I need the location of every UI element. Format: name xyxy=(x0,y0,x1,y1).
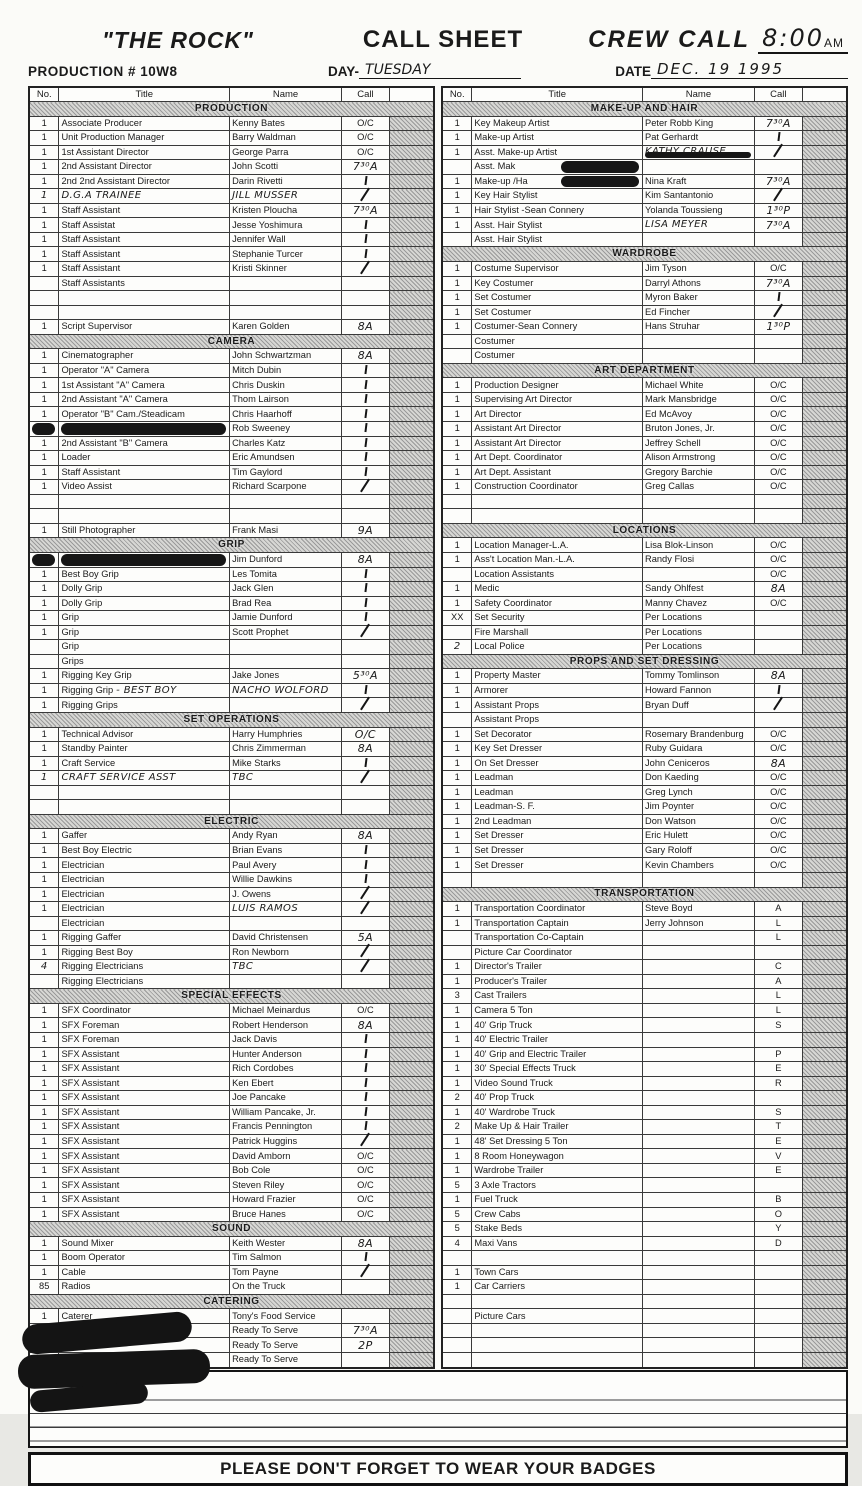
crew-row: 1 Location Manager-L.A. Lisa Blok-Linson O/C xyxy=(442,538,847,553)
crew-row xyxy=(29,291,434,306)
crew-row xyxy=(29,305,434,320)
ditto-mark xyxy=(364,365,367,374)
crew-row: 1 8 Room Honeywagon V xyxy=(442,1149,847,1164)
check-slash-mark xyxy=(360,479,370,493)
crew-row: 1 1st Assistant "A" Camera Chris Duskin xyxy=(29,378,434,393)
crew-row: 1 Dolly Grip Jack Glen xyxy=(29,582,434,597)
section-header-set-operations: SET OPERATIONS xyxy=(29,712,434,727)
section-header-production: PRODUCTION xyxy=(29,102,434,117)
column-header: No. xyxy=(442,87,472,102)
crew-row: Ready To Serve xyxy=(29,1353,434,1368)
crew-row: Rob Sweeney xyxy=(29,422,434,437)
column-header-row xyxy=(29,87,434,102)
crew-row: 85 Radios On the Truck xyxy=(29,1280,434,1295)
crew-row: 1 Electrician LUIS RAMOS xyxy=(29,902,434,917)
crew-row: Location Assistants O/C xyxy=(442,567,847,582)
crew-row xyxy=(29,785,434,800)
ditto-mark xyxy=(364,219,367,228)
redaction-mark xyxy=(61,554,226,566)
crew-row: 1 Costume Supervisor Jim Tyson O/C xyxy=(442,262,847,277)
check-slash-mark xyxy=(360,1133,370,1147)
ditto-mark xyxy=(364,249,367,258)
crew-row: 1 Dolly Grip Brad Rea xyxy=(29,596,434,611)
crew-row: 4 Maxi Vans D xyxy=(442,1236,847,1251)
crew-row: Ready To Serve 2P xyxy=(29,1338,434,1353)
crew-row: 1 Safety Coordinator Manny Chavez O/C xyxy=(442,596,847,611)
crew-row: 1 Staff Assistant Tim Gaylord xyxy=(29,465,434,480)
crew-tables xyxy=(28,86,848,1369)
badge-notice-bar xyxy=(28,1452,848,1486)
column-header-row xyxy=(442,87,847,102)
ditto-mark xyxy=(364,438,367,447)
check-slash-mark xyxy=(773,697,783,711)
section-header-camera: CAMERA xyxy=(29,334,434,349)
crew-row: 2 Local Police Per Locations xyxy=(442,640,847,655)
crew-row: 1 Boom Operator Tim Salmon xyxy=(29,1251,434,1266)
crew-row: 1 Production Designer Michael White O/C xyxy=(442,378,847,393)
crew-row: 1 SFX Assistant Ken Ebert xyxy=(29,1076,434,1091)
crew-row: 1 Staff Assistant Jennifer Wall xyxy=(29,232,434,247)
ditto-mark xyxy=(364,467,367,476)
crew-row: 1 Script Supervisor Karen Golden 8A xyxy=(29,320,434,335)
crew-row: 1 Electrician Paul Avery xyxy=(29,858,434,873)
crew-row: 1 Fuel Truck B xyxy=(442,1193,847,1208)
column-header: Call xyxy=(341,87,389,102)
crew-row: 1 Car Carriers xyxy=(442,1280,847,1295)
ditto-mark xyxy=(364,845,367,854)
ditto-mark xyxy=(364,234,367,243)
date-label: DATE xyxy=(615,64,651,79)
crew-row: 1 2nd Assistant "A" Camera Thom Lairson xyxy=(29,392,434,407)
crew-row: 1 Wardrobe Trailer E xyxy=(442,1163,847,1178)
ditto-mark xyxy=(364,1107,367,1116)
crew-row: 1 Leadman Don Kaeding O/C xyxy=(442,771,847,786)
crew-call-ampm: AM xyxy=(824,36,844,50)
crew-row: 1 Key Hair Stylist Kim Santantonio xyxy=(442,189,847,204)
ditto-mark xyxy=(364,1034,367,1043)
crew-row: 1 Leadman-S. F. Jim Poynter O/C xyxy=(442,800,847,815)
crew-row: 1 Art Dept. Assistant Gregory Barchie O/C xyxy=(442,465,847,480)
header-row-2 xyxy=(28,55,848,79)
crew-row: 1 Video Assist Richard Scarpone xyxy=(29,480,434,495)
crew-row: 1 SFX Assistant William Pancake, Jr. xyxy=(29,1105,434,1120)
crew-row: 1 Unit Production Manager Barry Waldman O/C xyxy=(29,131,434,146)
crew-row: Electrician xyxy=(29,916,434,931)
crew-row: 1 40' Electric Trailer xyxy=(442,1033,847,1048)
ditto-mark xyxy=(364,1092,367,1101)
check-slash-mark xyxy=(773,304,783,318)
crew-row: Rigging Electricians xyxy=(29,974,434,989)
crew-row xyxy=(29,494,434,509)
crew-row: 1 Town Cars xyxy=(442,1265,847,1280)
crew-row: 1 Rigging Key Grip Jake Jones 5³⁰A xyxy=(29,669,434,684)
check-slash-mark xyxy=(360,769,370,783)
ditto-mark xyxy=(364,612,367,621)
crew-row: Jim Dunford 8A xyxy=(29,552,434,567)
crew-row: 1 40' Grip Truck S xyxy=(442,1018,847,1033)
ditto-mark xyxy=(777,685,780,694)
crew-row: 1 CRAFT SERVICE ASST TBC xyxy=(29,771,434,786)
date-group xyxy=(578,60,848,79)
crew-row: 1 Rigging Grip - BEST BOY NACHO WOLFORD xyxy=(29,683,434,698)
crew-row: 1 Assistant Art Director Jeffrey Schell O/C xyxy=(442,436,847,451)
crew-row: 1 Operator "B" Cam./Steadicam Chris Haarhoff xyxy=(29,407,434,422)
crew-row: 1 2nd 2nd Assistant Director Darin Rivetti xyxy=(29,174,434,189)
crew-row: 1 Staff Assistat Jesse Yoshimura xyxy=(29,218,434,233)
crew-row: 1 Construction Coordinator Greg Callas O/C xyxy=(442,480,847,495)
crew-row: 1 Best Boy Electric Brian Evans xyxy=(29,843,434,858)
header-row-1 xyxy=(28,20,848,54)
check-slash-mark xyxy=(773,188,783,202)
crew-row: 1 Set Dresser Kevin Chambers O/C xyxy=(442,858,847,873)
check-slash-mark xyxy=(360,959,370,973)
crew-row: 1 Costumer-Sean Connery Hans Struhar 1³⁰P xyxy=(442,320,847,335)
crew-row: 1 Assistant Art Director Bruton Jones, Jr. O/C xyxy=(442,422,847,437)
ditto-mark xyxy=(364,569,367,578)
section-header-locations: LOCATIONS xyxy=(442,523,847,538)
crew-row: 1 Key Set Dresser Ruby Guidara O/C xyxy=(442,742,847,757)
crew-row: 1 SFX Assistant Rich Cordobes xyxy=(29,1062,434,1077)
ditto-mark xyxy=(364,598,367,607)
show-title: "THE ROCK" xyxy=(102,27,254,53)
crew-call-time xyxy=(758,24,848,54)
crew-row: Asst. Hair Stylist xyxy=(442,232,847,247)
section-header-transportation: TRANSPORTATION xyxy=(442,887,847,902)
crew-row: 1 2nd Leadman Don Watson O/C xyxy=(442,814,847,829)
column-header: Call xyxy=(754,87,802,102)
crew-row: 1 SFX Foreman Robert Henderson 8A xyxy=(29,1018,434,1033)
column-header: Name xyxy=(230,87,342,102)
ditto-mark xyxy=(364,176,367,185)
crew-call-time-value: 8:00 xyxy=(762,24,824,52)
crew-row xyxy=(442,1353,847,1368)
crew-row: 1 Technical Advisor Harry Humphries O/C xyxy=(29,727,434,742)
section-header-wardrobe: WARDROBE xyxy=(442,247,847,262)
column-header: Name xyxy=(643,87,755,102)
crew-row: Transportation Co-Captain L xyxy=(442,931,847,946)
crew-row: 1 Director's Trailer C xyxy=(442,960,847,975)
column-header: Title xyxy=(59,87,230,102)
crew-row: 1 Supervising Art Director Mark Mansbridge O/C xyxy=(442,392,847,407)
crew-row: 1 On Set Dresser John Ceniceros 8A xyxy=(442,756,847,771)
section-header-props-and-set-dressing: PROPS AND SET DRESSING xyxy=(442,654,847,669)
crew-row: 1 SFX Assistant Joe Pancake xyxy=(29,1091,434,1106)
crew-row: 1 Art Director Ed McAvoy O/C xyxy=(442,407,847,422)
crew-row: 1 Cable Tom Payne xyxy=(29,1265,434,1280)
crew-row: 1 Set Costumer Myron Baker xyxy=(442,291,847,306)
crew-table-left xyxy=(28,86,435,1369)
crew-row: 1 Gaffer Andy Ryan 8A xyxy=(29,829,434,844)
date-value: DEC. 19 1995 xyxy=(651,60,848,79)
crew-row: 1 Transportation Captain Jerry Johnson L xyxy=(442,916,847,931)
crew-row: 1 Set Dresser Gary Roloff O/C xyxy=(442,843,847,858)
crew-row: 1 Hair Stylist -Sean Connery Yolanda Toussieng 1³⁰P xyxy=(442,203,847,218)
ditto-mark xyxy=(364,1121,367,1130)
ditto-mark xyxy=(364,583,367,592)
crew-row: Grip xyxy=(29,640,434,655)
crew-row: 1 Associate Producer Kenny Bates O/C xyxy=(29,116,434,131)
crew-row: 1 Asst. Make-up Artist KATHY CRAUSE xyxy=(442,145,847,160)
crew-row: 1 48' Set Dressing 5 Ton E xyxy=(442,1134,847,1149)
crew-row: Asst. Mak xyxy=(442,160,847,175)
crew-row: 1 Best Boy Grip Les Tomita xyxy=(29,567,434,582)
column-header: Title xyxy=(472,87,643,102)
crew-row: 1 Ass't Location Man.-L.A. Randy Flosi O/C xyxy=(442,552,847,567)
ditto-mark xyxy=(777,292,780,301)
crew-row: 1 Caterer Tony's Food Service xyxy=(29,1309,434,1324)
comments-ruled-lines xyxy=(30,1387,846,1445)
ditto-mark xyxy=(364,1049,367,1058)
ditto-mark xyxy=(364,1078,367,1087)
check-slash-mark xyxy=(360,697,370,711)
crew-row: 1 Grip Jamie Dunford xyxy=(29,611,434,626)
ditto-mark xyxy=(364,423,367,432)
crew-row: 1 Art Dept. Coordinator Alison Armstrong O/C xyxy=(442,451,847,466)
crew-row: 1 Staff Assistant Kristi Skinner xyxy=(29,262,434,277)
day-group xyxy=(328,62,578,79)
crew-row: 1 Operator "A" Camera Mitch Dubin xyxy=(29,363,434,378)
crew-row xyxy=(29,509,434,524)
day-value: TUESDAY xyxy=(359,62,521,79)
crew-row: 5 3 Axle Tractors xyxy=(442,1178,847,1193)
crew-row: 1 1st Assistant Director George Parra O/C xyxy=(29,145,434,160)
ditto-mark xyxy=(364,685,367,694)
crew-row: 1 SFX Assistant Bob Cole O/C xyxy=(29,1163,434,1178)
ditto-mark xyxy=(364,1252,367,1261)
crew-row: 1 D.G.A TRAINEE JILL MUSSER xyxy=(29,189,434,204)
crew-row: 1 Camera 5 Ton L xyxy=(442,1003,847,1018)
crew-row: 1 SFX Assistant Patrick Huggins xyxy=(29,1134,434,1149)
crew-row xyxy=(442,1323,847,1338)
ditto-mark xyxy=(364,758,367,767)
crew-row: 1 SFX Assistant Steven Riley O/C xyxy=(29,1178,434,1193)
crew-row: 1 Craft Service Mike Starks xyxy=(29,756,434,771)
crew-row: 2 40' Prop Truck xyxy=(442,1091,847,1106)
section-header-special-effects: SPECIAL EFFECTS xyxy=(29,989,434,1004)
crew-row: 1 SFX Coordinator Michael Meinardus O/C xyxy=(29,1003,434,1018)
crew-row: 1 Staff Assistant Kristen Ploucha 7³⁰A xyxy=(29,203,434,218)
call-sheet-content xyxy=(28,20,848,1486)
column-header: No. xyxy=(29,87,59,102)
crew-row: 1 Key Makeup Artist Peter Robb King 7³⁰A xyxy=(442,116,847,131)
production-number: PRODUCTION # 10W8 xyxy=(28,64,178,79)
crew-row: 1 Rigging Best Boy Ron Newborn xyxy=(29,945,434,960)
crew-call-group xyxy=(558,24,848,54)
ditto-mark xyxy=(364,860,367,869)
crew-row: 2 Make Up & Hair Trailer T xyxy=(442,1120,847,1135)
day-label: DAY- xyxy=(328,64,360,79)
check-slash-mark xyxy=(360,886,370,900)
section-header-art-department: ART DEPARTMENT xyxy=(442,363,847,378)
crew-row: 1 Set Decorator Rosemary Brandenburg O/C xyxy=(442,727,847,742)
ditto-mark xyxy=(364,452,367,461)
crew-row: 1 Grip Scott Prophet xyxy=(29,625,434,640)
check-slash-mark xyxy=(360,1264,370,1278)
section-header-make-up-and-hair: MAKE-UP AND HAIR xyxy=(442,102,847,117)
section-header-grip: GRIP xyxy=(29,538,434,553)
crew-row: 1 Set Costumer Ed Fincher xyxy=(442,305,847,320)
crew-row: 1 SFX Assistant Hunter Anderson xyxy=(29,1047,434,1062)
crew-row: 3 Cast Trailers L xyxy=(442,989,847,1004)
ditto-mark xyxy=(364,1063,367,1072)
crew-row: Staff Assistants xyxy=(29,276,434,291)
crew-row: 1 Medic Sandy Ohlfest 8A xyxy=(442,582,847,597)
crew-row: 1 SFX Assistant David Amborn O/C xyxy=(29,1149,434,1164)
crew-row xyxy=(442,1251,847,1266)
crew-row: 1 2nd Assistant "B" Camera Charles Katz xyxy=(29,436,434,451)
crew-row: Costumer xyxy=(442,349,847,364)
crew-row: 1 Producer's Trailer A xyxy=(442,974,847,989)
crew-row xyxy=(442,1294,847,1309)
check-slash-mark xyxy=(360,624,370,638)
crew-row: 1 Set Dresser Eric Hulett O/C xyxy=(442,829,847,844)
crew-call-label: CREW CALL xyxy=(588,26,751,53)
crew-row: 1 Leadman Greg Lynch O/C xyxy=(442,785,847,800)
crew-row xyxy=(29,800,434,815)
redaction-mark xyxy=(61,423,226,435)
crew-row: 1 Assistant Props Bryan Duff xyxy=(442,698,847,713)
crew-row: 1 Video Sound Truck R xyxy=(442,1076,847,1091)
ditto-mark xyxy=(364,394,367,403)
crew-row: 1 Make-up Artist Pat Gerhardt xyxy=(442,131,847,146)
crew-row: 5 Crew Cabs O xyxy=(442,1207,847,1222)
crew-row: Picture Car Coordinator xyxy=(442,945,847,960)
crew-row: 1 Rigging Grips xyxy=(29,698,434,713)
check-slash-mark xyxy=(773,144,783,158)
check-slash-mark xyxy=(360,188,370,202)
crew-row: 1 Loader Eric Amundsen xyxy=(29,451,434,466)
crew-row: Assistant Props xyxy=(442,712,847,727)
crew-row: Fire Marshall Per Locations xyxy=(442,625,847,640)
crew-row: 1 Electrician J. Owens xyxy=(29,887,434,902)
crew-row: 1 Still Photographer Frank Masi 9A xyxy=(29,523,434,538)
crew-row: XX Set Security Per Locations xyxy=(442,611,847,626)
check-slash-mark xyxy=(360,260,370,274)
crew-row xyxy=(442,1338,847,1353)
redaction-mark xyxy=(561,176,639,188)
crew-row: Ready To Serve 7³⁰A xyxy=(29,1323,434,1338)
crew-row: 1 Standby Painter Chris Zimmerman 8A xyxy=(29,742,434,757)
crew-row: 1 Cinematographer John Schwartzman 8A xyxy=(29,349,434,364)
crew-row: 1 Transportation Coordinator Steve Boyd A xyxy=(442,902,847,917)
crew-row xyxy=(442,494,847,509)
crew-row: 1 Make-up /Ha Nina Kraft 7³⁰A xyxy=(442,174,847,189)
crew-row: 1 40' Wardrobe Truck S xyxy=(442,1105,847,1120)
crew-row: 1 SFX Foreman Jack Davis xyxy=(29,1033,434,1048)
check-slash-mark xyxy=(360,944,370,958)
crew-row: 1 Property Master Tommy Tomlinson 8A xyxy=(442,669,847,684)
section-header-sound: SOUND xyxy=(29,1222,434,1237)
section-header-electric: ELECTRIC xyxy=(29,814,434,829)
section-header-catering: CATERING xyxy=(29,1294,434,1309)
crew-row: 1 SFX Assistant Howard Frazier O/C xyxy=(29,1193,434,1208)
ditto-mark xyxy=(364,409,367,418)
crew-row: 4 Rigging Electricians TBC xyxy=(29,960,434,975)
ditto-mark xyxy=(364,379,367,388)
crew-row: 1 Armorer Howard Fannon xyxy=(442,683,847,698)
ditto-mark xyxy=(777,132,780,141)
crew-row xyxy=(442,872,847,887)
crew-row: 1 2nd Assistant Director John Scotti 7³⁰A xyxy=(29,160,434,175)
crew-row: 1 Rigging Gaffer David Christensen 5A xyxy=(29,931,434,946)
call-sheet-label: CALL SHEET xyxy=(362,26,524,53)
crew-row: 1 Staff Assistant Stephanie Turcer xyxy=(29,247,434,262)
crew-row: Grips xyxy=(29,654,434,669)
redaction-mark xyxy=(561,161,639,173)
crew-row: 5 Stake Beds Y xyxy=(442,1222,847,1237)
crew-row: 1 Electrician Willie Dawkins xyxy=(29,872,434,887)
redaction-mark xyxy=(32,423,55,435)
crew-row: 1 Key Costumer Darryl Athons 7³⁰A xyxy=(442,276,847,291)
crew-row: Costumer xyxy=(442,334,847,349)
badge-notice-text: PLEASE DON'T FORGET TO WEAR YOUR BADGES xyxy=(220,1458,656,1478)
check-slash-mark xyxy=(360,900,370,914)
redaction-mark xyxy=(32,554,55,566)
crew-row: 1 30' Special Effects Truck E xyxy=(442,1062,847,1077)
crew-row: 1 SFX Assistant Francis Pennington xyxy=(29,1120,434,1135)
crew-row xyxy=(442,509,847,524)
crew-row: 1 Sound Mixer Keith Wester 8A xyxy=(29,1236,434,1251)
crew-row: 1 Asst. Hair Stylist LISA MEYER 7³⁰A xyxy=(442,218,847,233)
crew-row: 1 SFX Assistant Bruce Hanes O/C xyxy=(29,1207,434,1222)
crew-row: 1 40' Grip and Electric Trailer P xyxy=(442,1047,847,1062)
crew-table-right xyxy=(441,86,848,1369)
ditto-mark xyxy=(364,874,367,883)
crew-row: Picture Cars xyxy=(442,1309,847,1324)
